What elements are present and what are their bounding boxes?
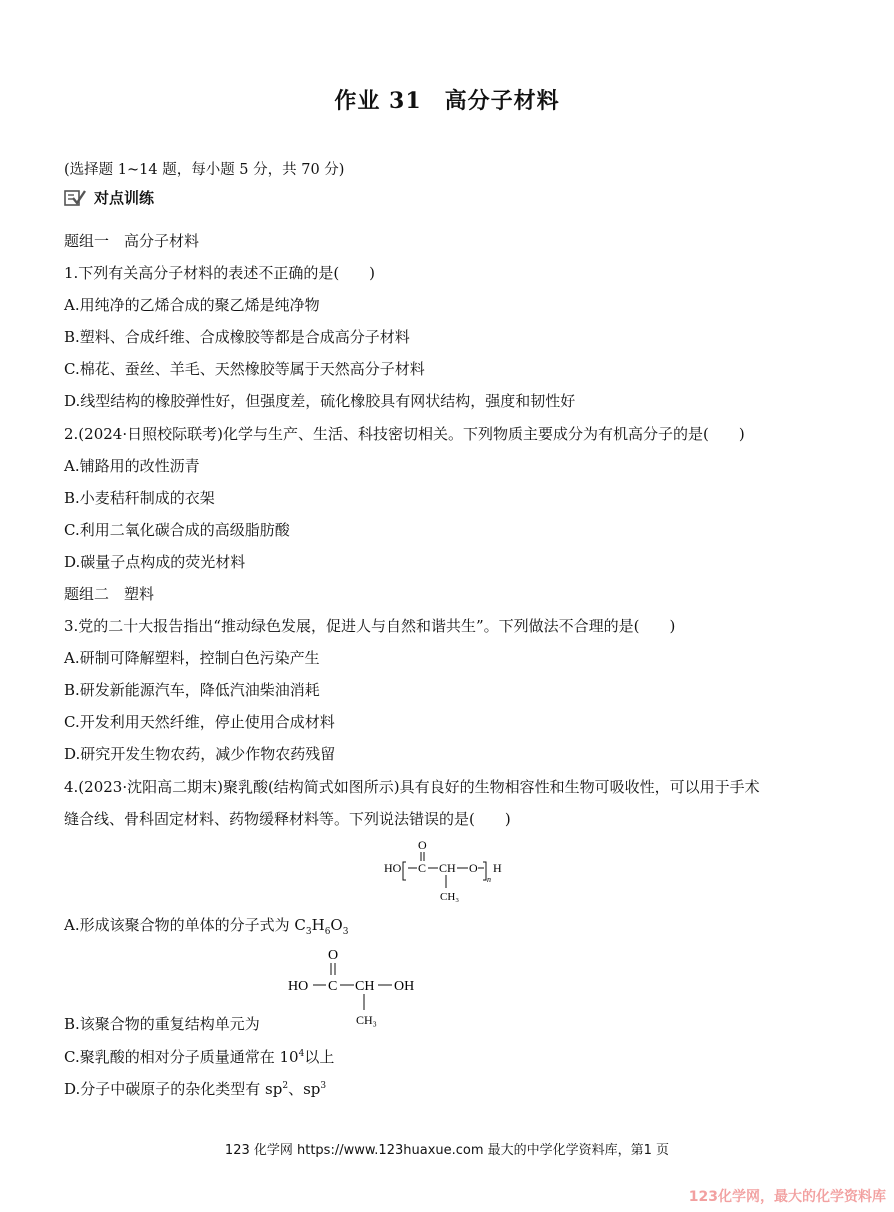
question-line: B.小麦秸秆制成的衣架 <box>64 489 215 507</box>
unit-c: C <box>328 979 338 994</box>
option-d: D.分子中碳原子的杂化类型有 $sp^2$、$sp^3$ <box>64 1080 327 1098</box>
intro-text: (选择题 1~14 题，每小题 5 分，共 70 分) <box>64 162 345 178</box>
formula-ch: CH <box>439 861 456 875</box>
question-line: 2.(2024·日照校际联考)化学与生产、生活、科技密切相关。下列物质主要成分为有机高分子的是( ) <box>64 425 745 443</box>
unit-ch3: CH₃ <box>356 1013 377 1027</box>
question-line: A.铺路用的改性沥青 <box>64 457 200 475</box>
question-line: 缝合线、骨科固定材料、药物缓释材料等。下列说法错误的是( ) <box>64 810 511 828</box>
repeat-unit-formula <box>284 944 434 1030</box>
question-line: 3.党的二十大报告指出“推动绿色发展，促进人与自然和谐共生”。下列做法不合理的是( ) <box>64 617 676 635</box>
question-line: D.线型结构的橡胶弹性好，但强度差，硫化橡胶具有网状结构，强度和韧性好 <box>64 392 576 410</box>
question-line: B.塑料、合成纤维、合成橡胶等都是合成高分子材料 <box>64 328 410 346</box>
unit-oh: OH <box>394 979 415 994</box>
formula-n: n <box>487 875 491 884</box>
question-line: C.棉花、蚕丝、羊毛、天然橡胶等属于天然高分子材料 <box>64 360 425 378</box>
question-line: 题组一 高分子材料 <box>64 232 200 250</box>
question-line: 题组二 塑料 <box>64 585 155 603</box>
section-header <box>64 187 154 208</box>
checklist-icon <box>64 189 86 207</box>
formula-o: O <box>469 861 478 875</box>
option-c: C.聚乳酸的相对分子质量通常在 $10^4$以上 <box>64 1048 335 1066</box>
question-line: A.用纯净的乙烯合成的聚乙烯是纯净物 <box>64 296 320 314</box>
page-footer: 123 化学网 https://www.123huaxue.com 最大的中学化学资料库，第1 页 <box>224 1143 670 1158</box>
unit-ho: HO <box>288 979 309 994</box>
formula-c: C <box>418 861 427 875</box>
option-b: B.该聚合物的重复结构单元为 <box>64 1015 260 1033</box>
question-line: B.研发新能源汽车，降低汽油柴油消耗 <box>64 681 320 699</box>
question-line: A.研制可降解塑料，控制白色污染产生 <box>64 649 320 667</box>
question-line: D.研究开发生物农药，减少作物农药残留 <box>64 745 336 763</box>
unit-ch: CH <box>355 979 375 994</box>
unit-o-top: O <box>328 948 339 963</box>
question-line: 1.下列有关高分子材料的表述不正确的是( ) <box>64 264 376 282</box>
question-line: C.利用二氧化碳合成的高级脂肪酸 <box>64 521 290 539</box>
formula-ch3: CH₃ <box>440 891 460 903</box>
polylactic-acid-formula <box>380 836 520 906</box>
formula-o-top: O <box>418 838 427 852</box>
watermark: 123化学网，最大的化学资料库 <box>688 1189 886 1205</box>
formula-ho: HO <box>384 861 402 875</box>
question-line: D.碳量子点构成的荧光材料 <box>64 553 246 571</box>
formula-h: H <box>493 861 502 875</box>
question-line: 4.(2023·沈阳高二期末)聚乳酸(结构简式如图所示)具有良好的生物相容性和生物可吸收性，可以用于手术 <box>64 778 760 796</box>
option-a: A.形成该聚合物的单体的分子式为 $C_3H_6O_3$ <box>64 916 349 937</box>
question-line: C.开发利用天然纤维，停止使用合成材料 <box>64 713 335 731</box>
page-title: 作业 31 高分子材料 <box>334 88 560 114</box>
section-title: 对点训练 <box>94 189 155 207</box>
